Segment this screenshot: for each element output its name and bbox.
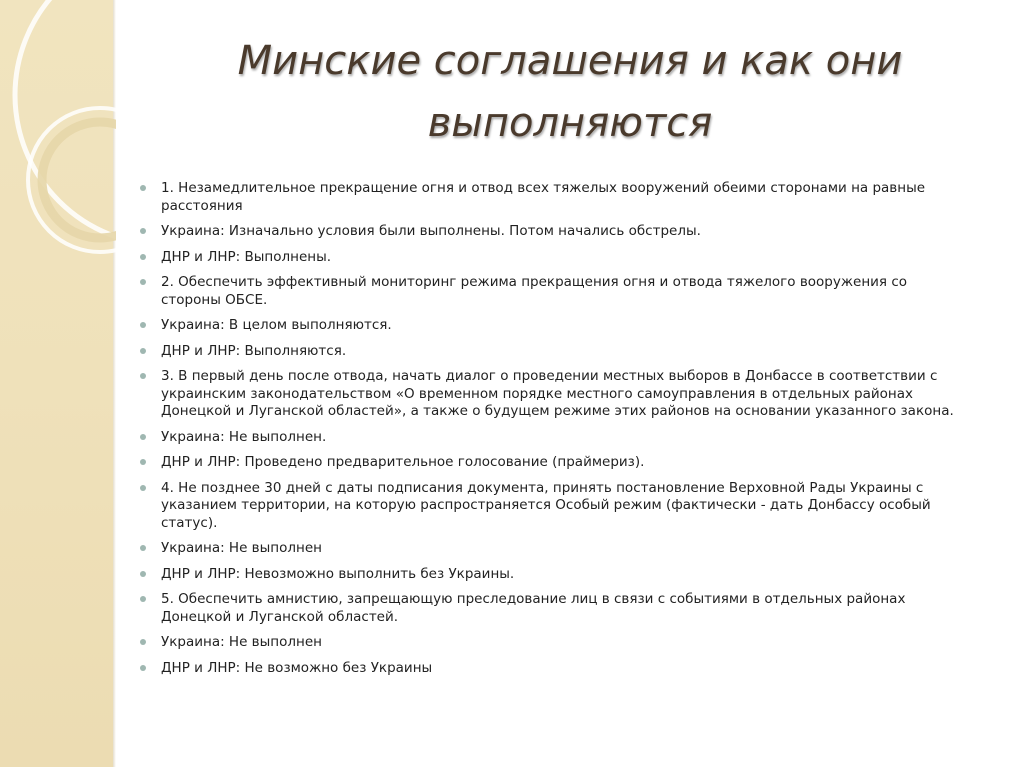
list-item [140, 429, 960, 447]
list-item-text: Украина: Изначально условия были выполнены. Потом начались обстрелы. [161, 223, 701, 239]
bullet-dot-icon [140, 596, 146, 602]
bullet-dot-icon [140, 254, 146, 260]
bullet-dot-icon [140, 459, 146, 465]
list-item [140, 317, 960, 335]
slide-title: Минские соглашения и как они выполняются [237, 38, 903, 146]
list-item-text: 2. Обеспечить эффективный мониторинг режима прекращения огня и отвода тяжелого вооружения со стороны ОБСЕ. [161, 274, 908, 308]
list-item-text: 3. В первый день после отвода, начать диалог о проведении местных выборов в Донбассе в соответствии с украинским законодательством «О временном порядке местного самоуправления в отдельных районах Донецкой и Луганской областей», а также о будущем режиме этих районов на основании указанного закона. [161, 368, 954, 419]
list-item [140, 634, 960, 652]
bullet-dot-icon [140, 185, 146, 191]
list-item [140, 368, 960, 421]
list-item-text: 5. Обеспечить амнистию, запрещающую преследование лиц в связи с событиями в отдельных районах Донецкой и Луганской областей. [161, 591, 906, 625]
list-item-text: 4. Не позднее 30 дней с даты подписания документа, принять постановление Верховной Рады Украины с указанием территории, на которую распространяется Особый режим (фактически - дать Донбассу особый статус). [161, 479, 931, 531]
list-item [140, 180, 960, 215]
list-item [140, 480, 960, 533]
list-item-text: ДНР и ЛНР: Не возможно без Украины [161, 659, 433, 676]
list-item [140, 343, 960, 361]
list-item-text: Украина: В целом выполняются. [161, 317, 392, 333]
list-item [140, 249, 960, 267]
list-item-text: ДНР и ЛНР: Невозможно выполнить без Украины. [161, 565, 515, 582]
bullet-dot-icon [140, 373, 146, 379]
decorative-rings [0, 0, 116, 767]
bullet-dot-icon [140, 228, 146, 234]
list-item [140, 566, 960, 584]
bullet-dot-icon [140, 639, 146, 645]
list-item [140, 591, 960, 626]
bullet-dot-icon [140, 545, 146, 551]
bullet-list [140, 180, 960, 685]
list-item-text: Украина: Не выполнен. [161, 428, 327, 445]
list-item-text: Украина: Не выполнен [161, 634, 322, 650]
list-item-text: ДНР и ЛНР: Проведено предварительное голосование (праймериз). [161, 454, 645, 470]
bullet-dot-icon [140, 485, 146, 491]
list-item [140, 274, 960, 309]
list-item [140, 223, 960, 241]
bullet-dot-icon [140, 322, 146, 328]
list-item-text: Украина: Не выполнен [161, 540, 322, 556]
bullet-dot-icon [140, 279, 146, 285]
bullet-dot-icon [140, 434, 146, 440]
list-item [140, 540, 960, 558]
bullet-dot-icon [140, 348, 146, 354]
bullet-dot-icon [140, 571, 146, 577]
list-item [140, 660, 960, 678]
list-item [140, 454, 960, 472]
bullet-dot-icon [140, 665, 146, 671]
list-item-text: ДНР и ЛНР: Выполняются. [161, 342, 347, 359]
list-item-text: 1. Незамедлительное прекращение огня и отвод всех тяжелых вооружений обеими сторонами на равные расстояния [161, 180, 926, 214]
list-item-text: ДНР и ЛНР: Выполнены. [161, 248, 332, 265]
